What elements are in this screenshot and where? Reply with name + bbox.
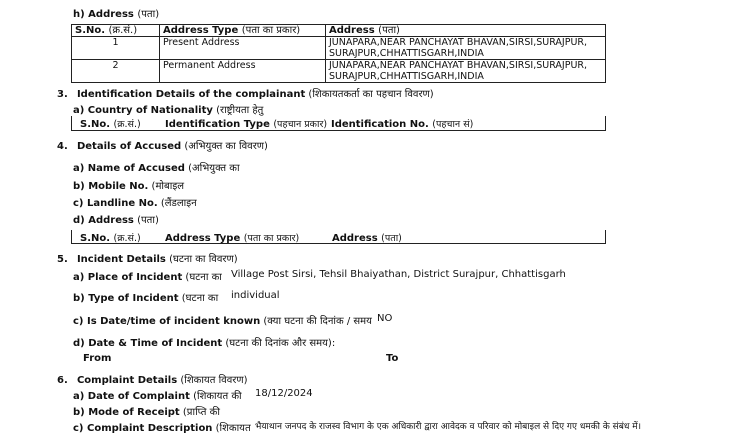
incident-place-value: Village Post Sirsi, Tehsil Bhaiyathan, District Surajpur, Chhattisgarh xyxy=(231,269,566,280)
col-header-address: Address (पता) xyxy=(326,25,606,37)
receipt-mode-label: b) Mode of Receipt (प्राप्ति की xyxy=(73,407,220,418)
accused-landline-label: c) Landline No. (लैंडलाइन xyxy=(73,198,197,209)
identification-table-header xyxy=(71,116,606,131)
nationality-label: a) Country of Nationality (राष्ट्रीयता हेतु xyxy=(73,105,264,116)
section-4-heading: 4. Details of Accused (अभियुक्त का विवरण) xyxy=(57,141,268,152)
col-header-address-type: Address Type (पता का प्रकार) xyxy=(160,25,326,37)
table-header-row xyxy=(72,25,606,37)
complaint-description-value: भैयाथान जनपद के राजस्व विभाग के एक अधिकारी द्वारा आवेदक व परिवार को मोबाइल से दिए गए धमकी के संबंध में। xyxy=(255,422,642,432)
accused-address-label: d) Address (पता) xyxy=(73,215,159,226)
col-header-sno: S.No. (क्र.सं.) xyxy=(80,119,141,130)
section-5-heading: 5. Incident Details (घटना का विवरण) xyxy=(57,254,238,265)
col-header-sno: S.No. (क्र.सं.) xyxy=(80,233,141,244)
complainant-address-table xyxy=(71,24,606,83)
incident-known-value: NO xyxy=(377,313,393,324)
cell-sno: 1 xyxy=(72,37,160,60)
complaint-description-label: c) Complaint Description (शिकायत xyxy=(73,423,251,434)
col-header-sno: S.No. (क्र.सं.) xyxy=(72,25,160,37)
col-header-address: Address (पता) xyxy=(332,233,402,244)
cell-address-type: Present Address xyxy=(160,37,326,60)
accused-address-table-header xyxy=(71,230,606,244)
complaint-date-value: 18/12/2024 xyxy=(255,388,313,399)
section-6-heading: 6. Complaint Details (शिकायत विवरण) xyxy=(57,375,248,386)
incident-datetime-label: d) Date & Time of Incident (घटना की दिनांक और समय): xyxy=(73,338,336,349)
incident-to-label: To xyxy=(386,353,399,364)
table-row xyxy=(72,60,606,83)
col-header-address-type: Address Type (पता का प्रकार) xyxy=(165,233,300,244)
incident-type-label: b) Type of Incident (घटना का xyxy=(73,293,219,304)
section-3-heading: 3. Identification Details of the complainant (शिकायतकर्ता का पहचान विवरण) xyxy=(57,89,434,100)
incident-from-label: From xyxy=(83,353,112,364)
cell-address: JUNAPARA,NEAR PANCHAYAT BHAVAN,SIRSI,SURAJPUR, SURAJPUR,CHHATTISGARH,INDIA xyxy=(326,37,606,60)
col-header-identification-no: Identification No. (पहचान सं) xyxy=(331,119,474,130)
incident-place-label: a) Place of Incident (घटना का xyxy=(73,272,222,283)
accused-name-label: a) Name of Accused (अभियुक्त का xyxy=(73,163,240,174)
h-address-label: h) Address (पता) xyxy=(73,9,160,20)
accused-mobile-label: b) Mobile No. (मोबाइल xyxy=(73,181,185,192)
incident-known-label: c) Is Date/time of incident known (क्या घटना की दिनांक / समय xyxy=(73,316,372,327)
cell-address-type: Permanent Address xyxy=(160,60,326,83)
incident-type-value: individual xyxy=(231,290,280,301)
table-row xyxy=(72,37,606,60)
cell-sno: 2 xyxy=(72,60,160,83)
cell-address: JUNAPARA,NEAR PANCHAYAT BHAVAN,SIRSI,SURAJPUR, SURAJPUR,CHHATTISGARH,INDIA xyxy=(326,60,606,83)
col-header-identification-type: Identification Type (पहचान प्रकार) xyxy=(165,119,328,130)
complaint-date-label: a) Date of Complaint (शिकायत की xyxy=(73,391,242,402)
